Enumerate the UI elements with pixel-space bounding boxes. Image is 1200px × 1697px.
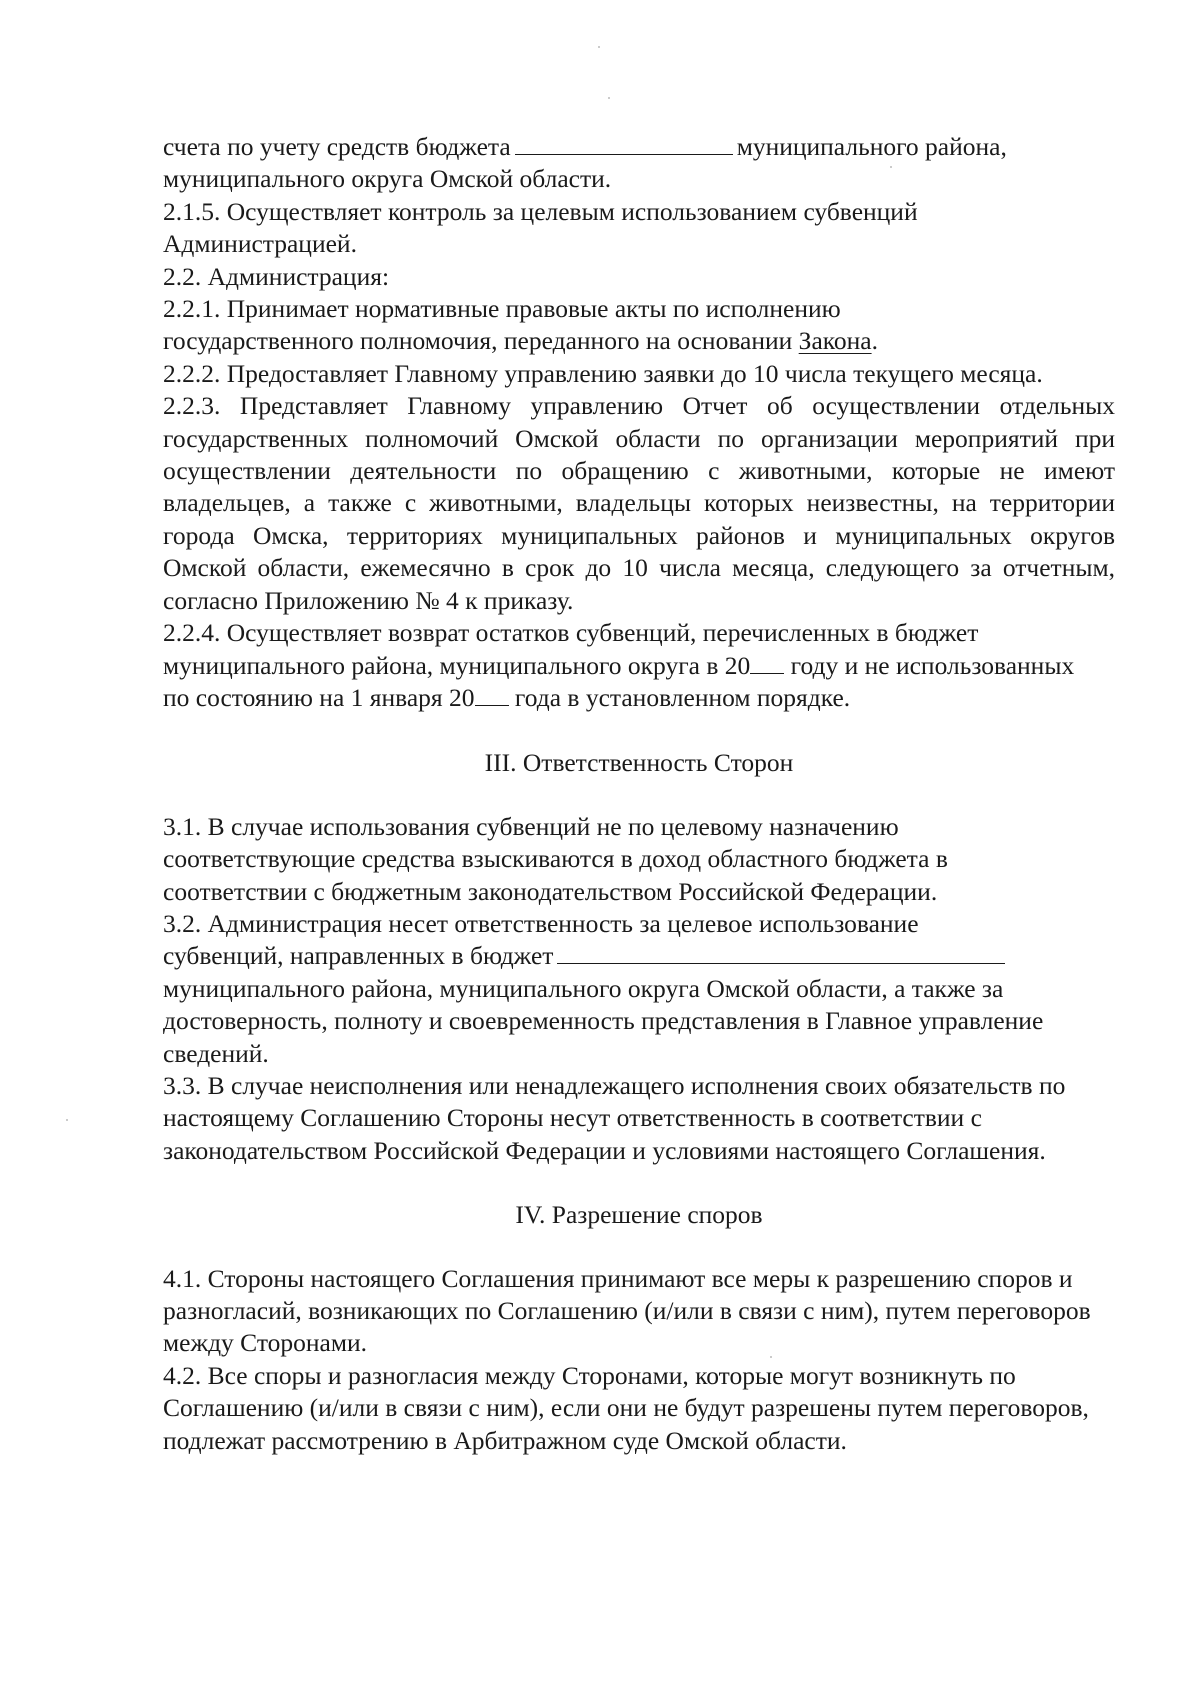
p32-part2: муниципального района, муниципального округа Омской области, а также за достоверность, полноту и своевременность представления в Главное управление сведений. xyxy=(163,973,1044,1068)
p221-text: 2.2.1. Принимает нормативные правовые акты по исполнению государственного полномочия, переданного на основании xyxy=(163,294,841,356)
p221-end: . xyxy=(871,326,878,356)
law-link[interactable]: Закона xyxy=(798,326,872,356)
account-text-line2: муниципального округа Омской области. xyxy=(163,164,612,194)
scan-speck xyxy=(66,1119,68,1121)
p32-part1: 3.2. Администрация несет ответственность за целевое использование субвенций, направленных в бюджет xyxy=(163,908,919,971)
p224-part1: 2.2.4. Осуществляет возврат остатков субвенций, перечисленных в бюджет муниципального района, муниципального округа в 20 xyxy=(163,618,979,680)
paragraph-2-2-4 xyxy=(163,617,1103,714)
p224-part3: года в установленном порядке. xyxy=(514,682,851,712)
paragraph-account xyxy=(163,131,1115,196)
paragraph-4-1: 4.1. Стороны настоящего Соглашения принимают все меры к разрешению споров и разногласий, возникающих по Соглашению (и/или в связи с ним), путем переговоров между Сторонами. xyxy=(163,1263,1091,1358)
scan-speck xyxy=(608,97,610,99)
paragraph-2-1-5: 2.1.5. Осуществляет контроль за целевым использованием субвенций Администрацией. xyxy=(163,196,918,259)
paragraph-4-2: 4.2. Все споры и разногласия между Сторонами, которые могут возникнуть по Соглашению (и/или в связи с ним), если они не будут разрешены путем переговоров, подлежат рассмотрению в Арбитражном суде Омской области. xyxy=(163,1360,1089,1455)
paragraph-2-2-1 xyxy=(163,293,963,358)
paragraph-3-3: 3.3. В случае неисполнения или ненадлежащего исполнения своих обязательств по настоящему Соглашению Стороны несут ответственность в соответствии с законодательством Российской Федерации и условиями настоящего Соглашения. xyxy=(163,1070,1066,1165)
paragraph-3-1: 3.1. В случае использования субвенций не по целевому назначению соответствующие средства взыскиваются в доход областного бюджета в соответствии с бюджетным законодательством Российской Федерации. xyxy=(163,811,948,906)
paragraph-2-2-2: 2.2.2. Предоставляет Главному управлению заявки до 10 числа текущего месяца. xyxy=(163,358,1043,388)
blank-line-budget xyxy=(557,941,1005,964)
paragraph-2-2: 2.2. Администрация: xyxy=(163,261,390,291)
paragraph-2-2-3: 2.2.3. Представляет Главному управлению Отчет об осуществлении отдельных государственных полномочий Омской области по организации мероприятий при осуществлении деятельности по обращению с животными, которые не имеют владельцев, а также с животными, владельцы которых неизвестны, на территории города Омска, территориях муниципальных районов и муниципальных округов Омской области, ежемесячно в срок до 10 числа месяца, следующего за отчетным, согласно Приложению № 4 к приказу. xyxy=(163,391,1115,615)
section-4-title: IV. Разрешение споров xyxy=(515,1200,763,1230)
scan-speck xyxy=(770,1356,772,1358)
scan-speck xyxy=(598,46,600,48)
blank-year-2 xyxy=(475,683,509,706)
account-text-after: муниципального района, xyxy=(736,132,1007,161)
section-3-title: III. Ответственность Сторон xyxy=(484,748,794,778)
p224-part2: году и не использованных по состоянию на 1 января 20 xyxy=(163,650,1075,712)
account-text-before: счета по учету средств бюджета xyxy=(163,132,511,161)
document-page xyxy=(163,131,1115,1457)
scan-speck xyxy=(890,166,892,168)
paragraph-3-2 xyxy=(163,908,1115,1070)
blank-line-district xyxy=(515,132,733,155)
blank-year-1 xyxy=(750,651,784,674)
